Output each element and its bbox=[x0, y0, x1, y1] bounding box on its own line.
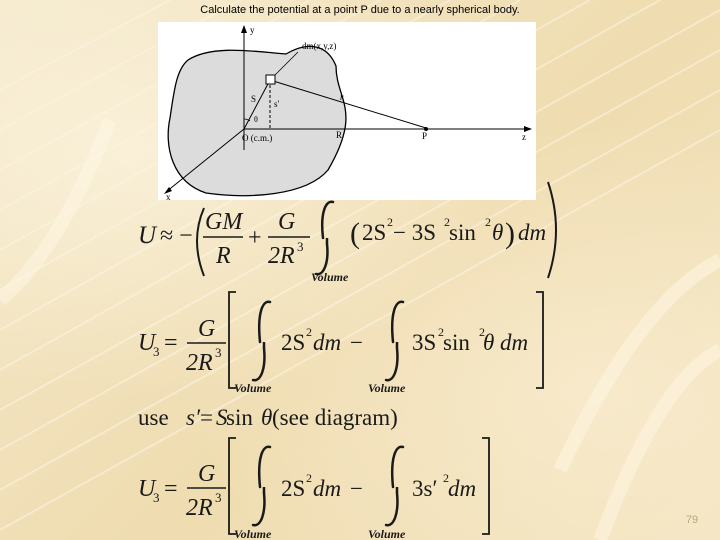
eq2-sq3: 2 bbox=[479, 325, 485, 339]
eq3-dm1: dm bbox=[313, 476, 342, 501]
eq1-R: R bbox=[216, 243, 231, 269]
eq2-sq1: 2 bbox=[306, 325, 312, 339]
eq1-GM: GM bbox=[205, 209, 243, 235]
eq2-equals: = bbox=[164, 330, 178, 356]
eq3-G: G bbox=[198, 461, 216, 487]
eq3-sq2: 2 bbox=[443, 471, 449, 485]
eq1-U: U bbox=[138, 222, 157, 249]
eq1-plus: + bbox=[248, 225, 262, 251]
dm-label: dm(x,y,z) bbox=[302, 41, 337, 51]
eq2-cube: 3 bbox=[215, 345, 222, 360]
substitution-line bbox=[138, 405, 398, 430]
use-sin: sin bbox=[226, 405, 253, 430]
use-S: S bbox=[216, 405, 228, 430]
eq1-sq3: 2 bbox=[485, 215, 491, 229]
P-label: P bbox=[422, 131, 428, 141]
eq3-equals: = bbox=[164, 476, 178, 502]
theta-label: θ bbox=[254, 115, 258, 124]
eq3-term2: 3s′ bbox=[412, 476, 438, 501]
eq1-2S: 2S bbox=[362, 220, 387, 245]
eq2-U: U bbox=[138, 330, 156, 356]
eq1-dm: dm bbox=[518, 220, 547, 245]
x-axis-label: x bbox=[166, 192, 171, 200]
use-note: (see diagram) bbox=[272, 405, 398, 430]
z-axis-label: z bbox=[522, 132, 526, 142]
eq2-minus: − bbox=[350, 330, 363, 355]
eq2-G: G bbox=[198, 316, 216, 342]
S-label: S bbox=[251, 94, 257, 104]
eq1-volume: Volume bbox=[311, 270, 349, 284]
page-number: 79 bbox=[685, 514, 699, 526]
use-theta: θ bbox=[261, 405, 273, 430]
eq1-sq1: 2 bbox=[387, 215, 393, 229]
use-word: use bbox=[138, 405, 169, 430]
eq1-sin: sin bbox=[449, 220, 476, 245]
equation-3 bbox=[138, 438, 489, 540]
eq2-theta-dm: θ dm bbox=[483, 330, 529, 355]
eq1-lparen: ( bbox=[350, 217, 360, 250]
s-prime-label: s' bbox=[274, 99, 280, 109]
eq1-2R: 2R bbox=[268, 243, 295, 269]
eq2-sin: sin bbox=[443, 330, 470, 355]
use-s-prime: s′ bbox=[186, 405, 200, 430]
eq3-U: U bbox=[138, 476, 156, 502]
eq3-volume-2: Volume bbox=[368, 527, 406, 540]
R-label: R bbox=[336, 130, 343, 140]
eq2-volume-1: Volume bbox=[234, 381, 272, 395]
eq1-approx: ≈ − bbox=[160, 223, 193, 249]
eq2-term1: 2S bbox=[281, 330, 306, 355]
slide-title: Calculate the potential at a point P due to a nearly spherical body. bbox=[200, 4, 520, 16]
eq3-minus: − bbox=[350, 476, 363, 501]
eq1-sq2: 2 bbox=[444, 215, 450, 229]
eq2-sq2: 2 bbox=[438, 325, 444, 339]
eq1-rparen: ) bbox=[505, 217, 515, 250]
eq3-term1: 2S bbox=[281, 476, 306, 501]
use-equals: = bbox=[200, 405, 213, 430]
eq2-2R: 2R bbox=[186, 350, 213, 376]
eq1-theta: θ bbox=[492, 220, 504, 245]
eq3-volume-1: Volume bbox=[234, 527, 272, 540]
y-axis-label: y bbox=[250, 25, 255, 35]
eq2-dm1: dm bbox=[313, 330, 342, 355]
origin-label: O (c.m.) bbox=[242, 133, 273, 143]
eq1-cube: 3 bbox=[297, 239, 304, 254]
eq1-minus3S: − 3S bbox=[393, 220, 437, 245]
equation-1 bbox=[138, 182, 556, 284]
eq3-dm2: dm bbox=[448, 476, 477, 501]
eq1-G: G bbox=[278, 209, 296, 235]
eq3-cube: 3 bbox=[215, 490, 222, 505]
eq3-2R: 2R bbox=[186, 495, 213, 521]
eq3-sub3: 3 bbox=[153, 490, 160, 505]
eq3-sq1: 2 bbox=[306, 471, 312, 485]
eq2-sub3: 3 bbox=[153, 344, 160, 359]
equation-2 bbox=[138, 292, 543, 395]
eq2-volume-2: Volume bbox=[368, 381, 406, 395]
eq2-term2: 3S bbox=[412, 330, 437, 355]
r-label: r bbox=[340, 92, 344, 102]
